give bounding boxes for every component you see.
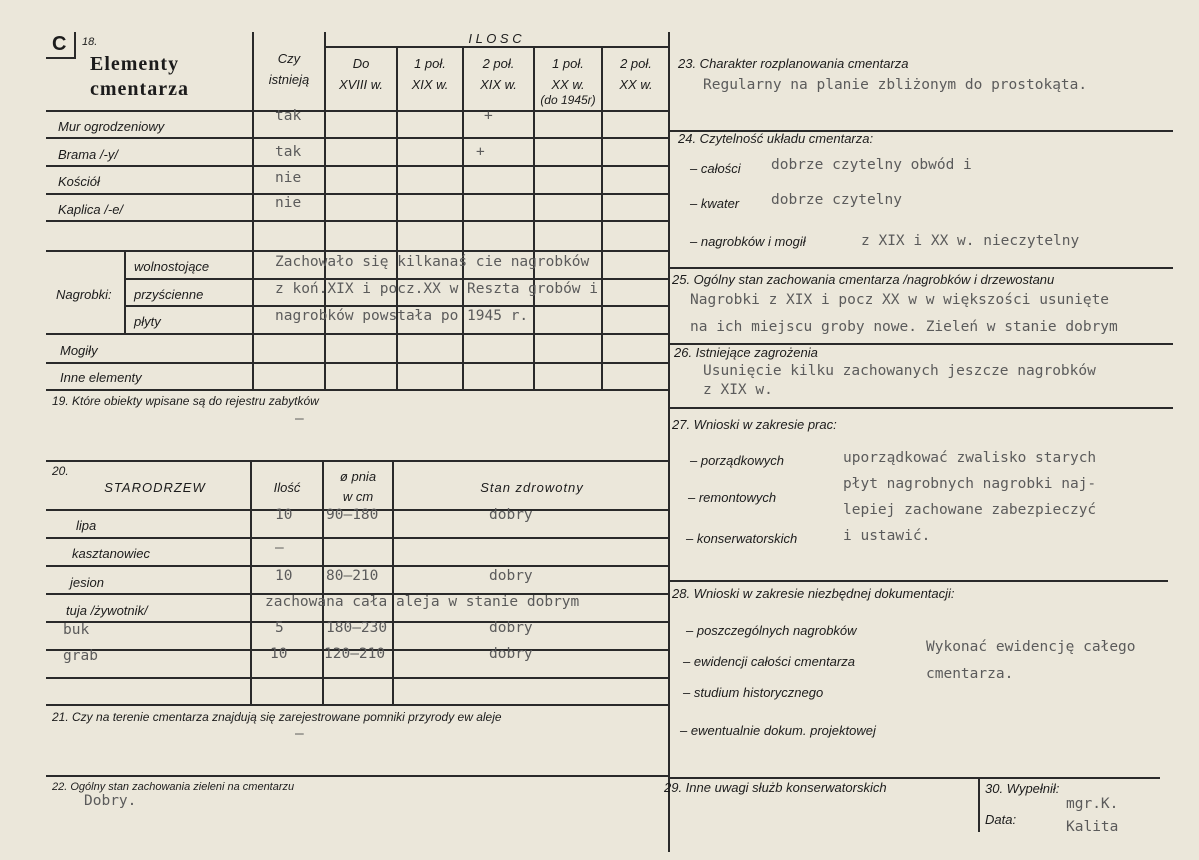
s20-col-pnia-line1: ø pnia (339, 469, 377, 484)
section-title-line2: cmentarza (90, 78, 189, 100)
s26-value-line2: z XIX w. (703, 382, 773, 398)
row-exists-brama: tak (275, 144, 302, 160)
row-exists-mur: tak (275, 108, 302, 124)
tree-name: tuja /żywotnik/ (66, 603, 148, 618)
s21-value: – (295, 726, 304, 742)
col-1pol-19-line1: 1 poł. (414, 56, 446, 71)
section-title-line1: Elementy (90, 53, 180, 75)
section-number: 18. (82, 36, 98, 48)
s19-value: – (295, 411, 304, 427)
s24-nagrobkow-value: z XIX i XX w. nieczytelny (861, 233, 1080, 249)
rule (46, 137, 670, 139)
tree-diam: 120–210 (324, 646, 386, 662)
nagrobki-note-line2: z koń.XIX i pocz.XX w Reszta grobów i (275, 281, 599, 297)
row-label-kaplica: Kaplica /-e/ (58, 202, 124, 217)
rule (46, 165, 670, 167)
s28-value-line2: cmentarza. (926, 666, 1014, 682)
col-czy-line1: Czy (277, 51, 301, 66)
s26-label: 26. Istniejące zagrożenia (674, 345, 818, 360)
card-letter: C (52, 33, 67, 55)
s20-col-stan: Stan zdrowotny (480, 480, 584, 495)
rule (46, 775, 670, 777)
nagrobki-note-line1: Zachowało się kilkanaś cie nagrobków (275, 254, 590, 270)
row-label-brama: Brama /-y/ (58, 147, 118, 162)
s30-name-line1: mgr.K. (1066, 796, 1119, 812)
tree-qty: 5 (275, 620, 284, 636)
col-1pol-20-line2: XX w. (551, 77, 585, 92)
s28-label: 28. Wnioski w zakresie niezbędnej dokumentacji: (672, 586, 955, 601)
s22-value: Dobry. (84, 793, 137, 809)
row-label-mur: Mur ogrodzeniowy (58, 119, 165, 134)
row-mark-mur: + (484, 108, 493, 124)
rule (46, 537, 670, 539)
tree-qty: 10 (270, 646, 288, 662)
rule (46, 389, 670, 391)
s24-calosci-label: – całości (690, 161, 741, 176)
s24-nagrobkow-label: – nagrobków i mogił (690, 234, 806, 249)
col-2pol-20-line2: XX w. (619, 77, 653, 92)
row-label-inne: Inne elementy (60, 370, 142, 385)
s30-label: 30. Wypełnił: (985, 781, 1060, 796)
s30-name-line2: Kalita (1066, 819, 1119, 835)
s20-col-pnia-line2: w cm (342, 489, 374, 504)
rule (668, 267, 1173, 269)
s27-rem-label: – remontowych (688, 490, 777, 505)
s24-label: 24. Czytelność układu cmentarza: (678, 131, 874, 146)
s28-stud-label: – studium historycznego (683, 685, 824, 700)
s26-value-line1: Usunięcie kilku zachowanych jeszcze nagrobków (703, 363, 1096, 379)
rule (126, 305, 670, 307)
rule (46, 677, 670, 679)
rule (978, 777, 980, 832)
s27-kons-label: – konserwatorskich (686, 531, 798, 546)
rule (250, 460, 252, 705)
s25-value-line1: Nagrobki z XIX i pocz XX w w większości usunięte (690, 292, 1110, 308)
rule (46, 704, 670, 706)
s22-label: 22. Ogólny stan zachowania zieleni na cmentarzu (52, 781, 295, 793)
rule (462, 46, 464, 390)
col-2pol-20-line1: 2 poł. (620, 56, 652, 71)
s28-value-line1: Wykonać ewidencję całego (926, 639, 1136, 655)
s23-label: 23. Charakter rozplanowania cmentarza (678, 56, 909, 71)
tree-diam: 90–180 (326, 507, 379, 523)
rule (668, 407, 1173, 409)
rule (46, 460, 670, 462)
tree-name: grab (63, 648, 98, 664)
tree-name: buk (63, 622, 90, 638)
row-label-plyty: płyty (134, 314, 161, 329)
rule (46, 57, 76, 59)
tree-diam: 80–210 (326, 568, 379, 584)
s30-data-label: Data: (985, 812, 1017, 827)
s27-value-line2: płyt nagrobnych nagrobki naj- (843, 476, 1097, 492)
rule (46, 250, 670, 252)
col-1pol-20-line3: (do 1945r) (540, 93, 596, 107)
rule (46, 110, 670, 112)
s28-ewent-label: – ewentualnie dokum. projektowej (680, 723, 876, 738)
tree-qty: 10 (275, 507, 293, 523)
rule (46, 193, 670, 195)
tree-state: dobry (489, 507, 533, 523)
rule (392, 460, 394, 705)
s24-kwater-label: – kwater (690, 196, 740, 211)
s27-value-line1: uporządkować zwalisko starych (843, 450, 1097, 466)
s25-label: 25. Ogólny stan zachowania cmentarza /nagrobków i drzewostanu (672, 272, 1055, 287)
s19-label: 19. Które obiekty wpisane są do rejestru zabytków (52, 394, 319, 408)
rule (46, 220, 670, 222)
s20-number: 20. (52, 464, 69, 478)
row-label-mogily: Mogiły (60, 343, 98, 358)
s27-label: 27. Wnioski w zakresie prac: (672, 417, 837, 432)
tuja-note: zachowana cała aleja w stanie dobrym (265, 594, 580, 610)
rule (126, 278, 670, 280)
rule (46, 362, 670, 364)
rule (668, 32, 670, 852)
rule (46, 333, 670, 335)
row-exists-kosciol: nie (275, 170, 302, 186)
s29-label: 29. Inne uwagi służb konserwatorskich (664, 780, 887, 795)
tree-state: dobry (489, 646, 533, 662)
col-do-18-line1: Do (352, 56, 370, 71)
s20-col-ilosc: Ilość (273, 480, 301, 495)
rule (668, 580, 1168, 582)
rule (74, 32, 76, 59)
tree-state: dobry (489, 620, 533, 636)
row-label-kosciol: Kościół (58, 174, 100, 189)
s21-label: 21. Czy na terenie cmentarza znajdują się zarejestrowane pomniki przyrody ew aleje (52, 710, 502, 724)
row-mark-brama: + (476, 144, 485, 160)
s23-value: Regularny na planie zbliżonym do prostokąta. (703, 77, 1088, 93)
tree-diam: 180–230 (326, 620, 388, 636)
s20-col-starodrzew: STARODRZEW (104, 480, 206, 495)
s25-value-line2: na ich miejscu groby nowe. Zieleń w stanie dobrym (690, 319, 1118, 335)
col-czy-line2: istnieją (268, 72, 310, 87)
s27-porz-label: – porządkowych (690, 453, 784, 468)
row-exists-kaplica: nie (275, 195, 302, 211)
rule (601, 46, 603, 390)
s24-kwater-value: dobrze czytelny (771, 192, 902, 208)
tree-qty: 10 (275, 568, 293, 584)
col-do-18-line2: XVIII w. (338, 77, 384, 92)
col-1pol-19-line2: XIX w. (411, 77, 449, 92)
nagrobki-note-line3: nagrobków powstała po 1945 r. (275, 308, 529, 324)
s28-poszcz-label: – poszczególnych nagrobków (686, 623, 857, 638)
col-ilosc: I L O S C (468, 31, 522, 46)
rule (46, 565, 670, 567)
row-label-przyscienne: przyścienne (134, 287, 204, 302)
col-2pol-19-line1: 2 poł. (482, 56, 515, 71)
tree-state: dobry (489, 568, 533, 584)
rule (124, 250, 126, 334)
tree-name: lipa (76, 518, 97, 533)
tree-name: kasztanowiec (72, 546, 151, 561)
rule (396, 46, 398, 390)
tree-name: jesion (70, 575, 104, 590)
rule (324, 46, 670, 48)
rule (668, 777, 1160, 779)
s24-calosci-value: dobrze czytelny obwód i (771, 157, 972, 173)
row-label-nagrobki: Nagrobki: (56, 287, 112, 302)
s27-value-line4: i ustawić. (843, 528, 931, 544)
s27-value-line3: lepiej zachowane zabezpieczyć (843, 502, 1097, 518)
col-1pol-20-line1: 1 poł. (552, 56, 584, 71)
s28-ewid-label: – ewidencji całości cmentarza (683, 654, 855, 669)
col-2pol-19-line2: XIX w. (480, 77, 517, 92)
row-label-wolnostojace: wolnostojące (134, 259, 210, 274)
tree-qty: – (275, 540, 284, 556)
